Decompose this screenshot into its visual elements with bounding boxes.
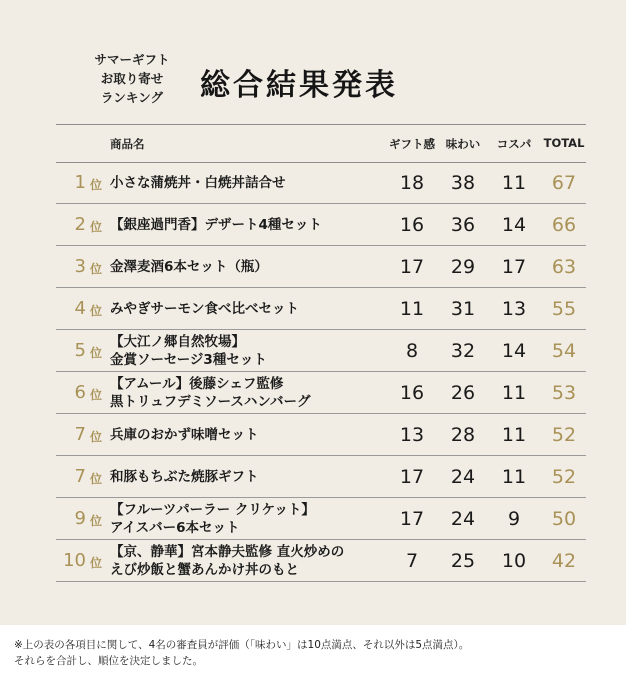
score-total: 50 — [551, 507, 577, 530]
score-total: 67 — [551, 171, 577, 194]
product-name-line: 【アムール】後藤シェフ監修 — [110, 375, 284, 392]
table-row — [56, 330, 586, 372]
score-value: 9 — [507, 507, 521, 530]
footnote — [14, 637, 629, 669]
rank-suffix: 位 — [89, 345, 102, 360]
table-row — [56, 162, 586, 204]
rank-cell — [56, 288, 102, 329]
product-name — [110, 372, 390, 413]
score-value: 11 — [501, 423, 527, 446]
rank-suffix: 位 — [89, 513, 102, 528]
rank-cell — [56, 246, 102, 287]
product-name — [110, 540, 390, 581]
table-row — [56, 204, 586, 246]
score-value: 13 — [501, 297, 527, 320]
rank-number: 4 — [74, 298, 86, 319]
score-total: 66 — [551, 213, 577, 236]
rank-suffix: 位 — [89, 219, 102, 234]
score-taste: 38 — [450, 171, 476, 194]
rank-suffix: 位 — [89, 261, 102, 276]
score-taste: 25 — [450, 549, 476, 572]
product-name-line: 黒トリュフデミソースハンバーグ — [110, 393, 311, 410]
product-name — [110, 330, 390, 371]
score-gift: 16 — [399, 381, 425, 404]
table-header — [56, 124, 586, 163]
score-value: 17 — [501, 255, 527, 278]
score-value: 14 — [501, 213, 527, 236]
rank-cell — [56, 414, 102, 455]
product-name-line: 【銀座過門香】デザート4種セット — [110, 216, 322, 233]
score-total: 53 — [551, 381, 577, 404]
table-row — [56, 498, 586, 540]
rank-cell — [56, 204, 102, 245]
product-name-line: アイスバー6本セット — [110, 519, 240, 536]
score-gift: 13 — [399, 423, 425, 446]
product-name — [110, 498, 390, 539]
product-name-line: みやぎサーモン食べ比べセット — [110, 300, 299, 317]
score-gift: 11 — [399, 297, 425, 320]
rank-suffix: 位 — [89, 387, 102, 402]
score-total: 55 — [551, 297, 577, 320]
rank-suffix: 位 — [89, 303, 102, 318]
column-header-total: TOTAL — [543, 136, 585, 150]
score-taste: 24 — [450, 507, 476, 530]
product-name — [110, 162, 390, 203]
rank-suffix: 位 — [89, 471, 102, 486]
footnote-line: ※上の表の各項目に関して、4名の審査員が評価（「味わい」は10点満点、それ以外は5点満点）。 — [14, 639, 470, 651]
product-name — [110, 288, 390, 329]
rank-cell — [56, 162, 102, 203]
rank-cell — [56, 456, 102, 497]
product-name-line: 小さな蒲焼丼・白焼丼詰合せ — [110, 174, 286, 191]
score-gift: 18 — [399, 171, 425, 194]
subtitle-line: ランキング — [100, 90, 164, 105]
footnote-line: それらを合計し、順位を決定しました。 — [14, 655, 203, 667]
ranking-table — [56, 162, 586, 582]
rank-suffix: 位 — [89, 555, 102, 570]
score-taste: 32 — [450, 339, 476, 362]
table-row — [56, 414, 586, 456]
product-name — [110, 456, 390, 497]
column-header-gift: ギフト感 — [389, 137, 435, 151]
rank-number: 7 — [74, 424, 86, 445]
score-total: 63 — [551, 255, 577, 278]
score-taste: 29 — [450, 255, 476, 278]
rank-number: 1 — [74, 172, 86, 193]
rank-number: 5 — [74, 340, 86, 361]
ranking-subtitle — [82, 50, 182, 107]
product-name — [110, 246, 390, 287]
rank-number: 7 — [74, 466, 86, 487]
page-title: 総合結果発表 — [200, 68, 398, 103]
rank-number: 9 — [74, 508, 86, 529]
product-name — [110, 414, 390, 455]
score-gift: 17 — [399, 255, 425, 278]
rank-cell — [56, 498, 102, 539]
product-name-line: 金澤麦酒6本セット（瓶） — [110, 258, 268, 275]
score-value: 11 — [501, 465, 527, 488]
product-name-line: 和豚もちぶた焼豚ギフト — [110, 468, 259, 485]
score-value: 11 — [501, 381, 527, 404]
score-total: 42 — [551, 549, 577, 572]
score-taste: 24 — [450, 465, 476, 488]
score-taste: 28 — [450, 423, 476, 446]
rank-suffix: 位 — [89, 429, 102, 444]
score-gift: 16 — [399, 213, 425, 236]
rank-number: 3 — [74, 256, 86, 277]
rank-cell — [56, 540, 102, 581]
column-header-name: 商品名 — [110, 137, 145, 151]
product-name-line: 【フルーツパーラー クリケット】 — [110, 501, 315, 518]
table-row — [56, 288, 586, 330]
column-header-taste: 味わい — [445, 137, 481, 151]
product-name-line: えび炒飯と蟹あんかけ丼のもと — [110, 561, 299, 578]
score-gift: 7 — [405, 549, 419, 572]
subtitle-line: サマーギフト — [94, 52, 170, 67]
product-name-line: 【京、静華】宮本静夫監修 直火炒めの — [110, 543, 345, 560]
score-gift: 17 — [399, 507, 425, 530]
table-row — [56, 540, 586, 582]
score-total: 54 — [551, 339, 577, 362]
product-name-line: 金賞ソーセージ3種セット — [110, 351, 267, 368]
rank-number: 2 — [74, 214, 86, 235]
score-value: 10 — [501, 549, 527, 572]
score-total: 52 — [551, 465, 577, 488]
score-taste: 36 — [450, 213, 476, 236]
score-gift: 17 — [399, 465, 425, 488]
rank-number: 10 — [63, 550, 86, 571]
product-name — [110, 204, 390, 245]
score-taste: 26 — [450, 381, 476, 404]
rank-number: 6 — [74, 382, 86, 403]
score-taste: 31 — [450, 297, 476, 320]
rank-cell — [56, 330, 102, 371]
table-row — [56, 372, 586, 414]
subtitle-line: お取り寄せ — [100, 71, 164, 86]
column-header-value: コスパ — [496, 137, 532, 151]
rank-suffix: 位 — [89, 177, 102, 192]
score-total: 52 — [551, 423, 577, 446]
score-value: 11 — [501, 171, 527, 194]
table-row — [56, 246, 586, 288]
rank-cell — [56, 372, 102, 413]
score-value: 14 — [501, 339, 527, 362]
product-name-line: 兵庫のおかず味噌セット — [110, 426, 259, 443]
table-row — [56, 456, 586, 498]
product-name-line: 【大江ノ郷自然牧場】 — [110, 333, 245, 350]
score-gift: 8 — [405, 339, 419, 362]
